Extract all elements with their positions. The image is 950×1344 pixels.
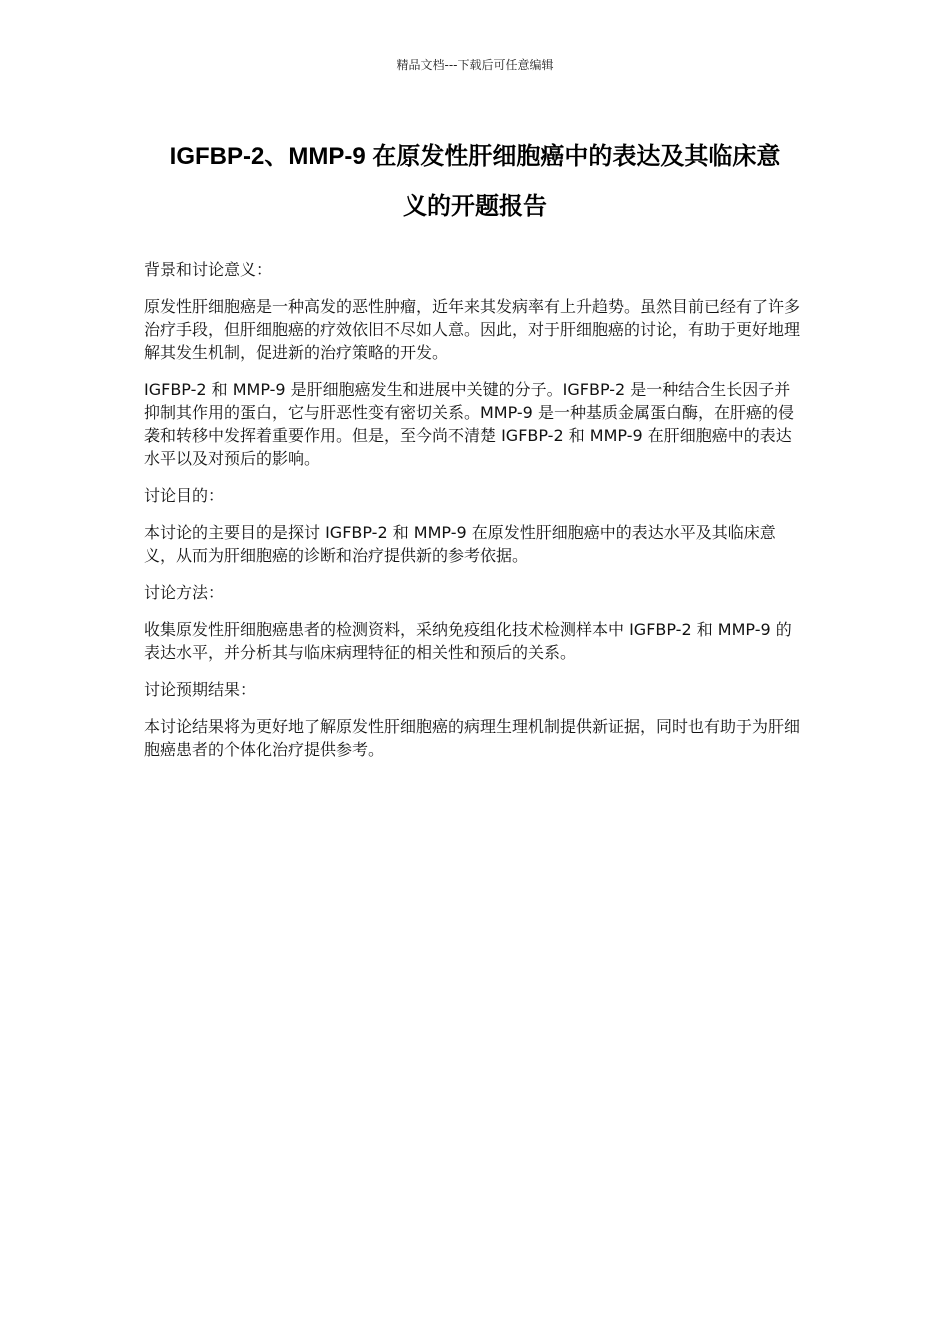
document-body	[144, 258, 804, 775]
page-title	[140, 132, 810, 232]
page-header: 精品文档---下载后可任意编辑	[396, 58, 554, 72]
method-paragraph: 收集原发性肝细胞癌患者的检测资料，采纳免疫组化技术检测样本中 IGFBP-2 和 MMP-9 的表达水平，并分析其与临床病理特征的相关性和预后的关系。	[144, 620, 792, 662]
background-paragraph-2: IGFBP-2 和 MMP-9 是肝细胞癌发生和进展中关键的分子。IGFBP-2 是一种结合生长因子并抑制其作用的蛋白，它与肝恶性变有密切关系。MMP-9 是一种基质金属蛋白酶，在肝癌的侵袭和转移中发挥着重要作用。但是，至今尚不清楚 IGFBP-2 和 MMP-9 在肝细胞癌中的表达水平以及对预后的影响。	[144, 380, 794, 468]
aim-paragraph: 本讨论的主要目的是探讨 IGFBP-2 和 MMP-9 在原发性肝细胞癌中的表达水平及其临床意义，从而为肝细胞癌的诊断和治疗提供新的参考依据。	[144, 523, 776, 565]
result-heading: 讨论预期结果：	[144, 680, 257, 699]
method-heading: 讨论方法：	[144, 583, 225, 602]
background-paragraph-1: 原发性肝细胞癌是一种高发的恶性肿瘤，近年来其发病率有上升趋势。虽然目前已经有了许多治疗手段，但肝细胞癌的疗效依旧不尽如人意。因此，对于肝细胞癌的讨论，有助于更好地理解其发生机制，促进新的治疗策略的开发。	[144, 297, 801, 362]
aim-heading: 讨论目的：	[144, 486, 225, 505]
page-title-line-2: 义的开题报告	[403, 193, 547, 220]
page-title-line-1: IGFBP-2、MMP-9 在原发性肝细胞癌中的表达及其临床意	[169, 143, 781, 170]
background-heading: 背景和讨论意义：	[144, 260, 273, 279]
result-paragraph: 本讨论结果将为更好地了解原发性肝细胞癌的病理生理机制提供新证据，同时也有助于为肝细胞癌患者的个体化治疗提供参考。	[144, 717, 801, 759]
